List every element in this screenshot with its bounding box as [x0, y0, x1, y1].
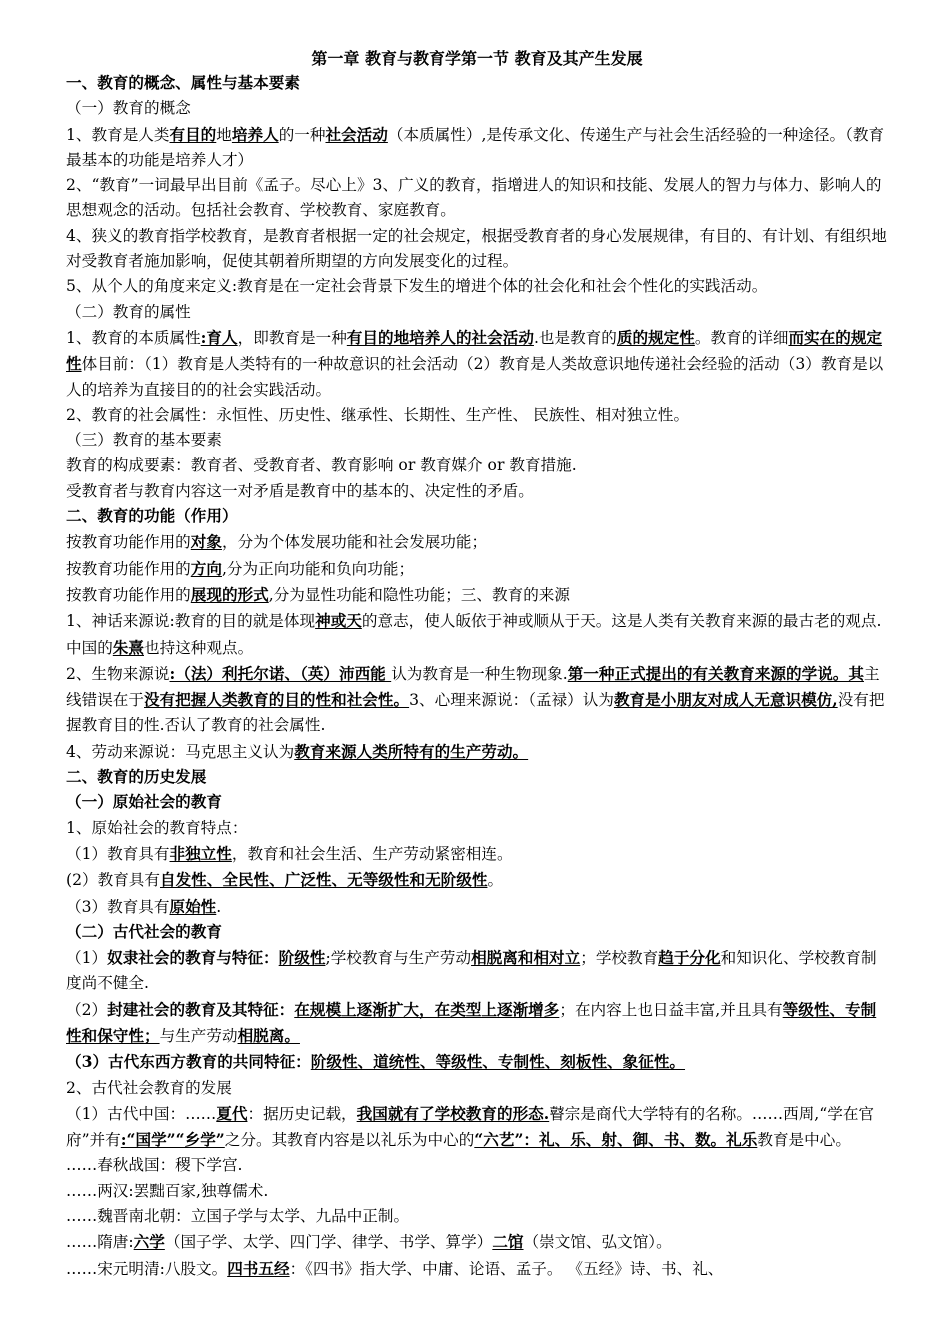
- key-term: 我国就有了学校教育的形态.: [356, 1103, 550, 1123]
- key-term: 展现的形式: [190, 584, 269, 604]
- key-term: 朱熹: [112, 637, 144, 657]
- paragraph: [66, 867, 888, 893]
- paragraph: [66, 1076, 888, 1101]
- paragraph: [66, 945, 888, 997]
- text-run: ……隋唐:: [66, 1233, 134, 1252]
- key-term: 非独立性: [169, 843, 232, 863]
- text-run: （2）: [66, 1000, 108, 1019]
- key-term: 对象: [190, 532, 222, 552]
- key-term: 相脱离和相对立: [471, 948, 581, 968]
- text-run: 1、教育的本质属性: [66, 328, 201, 347]
- key-term: 相脱离。: [237, 1025, 300, 1045]
- text-run: 的一种: [278, 125, 326, 144]
- text-run: （本质属性）,是传承文化、传递生产与社会生活经验的一种途径。（教育最基本的功能是培养人才）: [66, 125, 885, 169]
- text-run: 教育的构成要素：教育者、受教育者、教育影响 or 教育媒介 or 教育措施.: [66, 456, 577, 475]
- paragraph: [66, 1204, 888, 1229]
- key-term: 有目的地培养人的社会活动: [346, 327, 534, 347]
- bold-text: 封建社会的教育及其特征：: [107, 999, 295, 1019]
- text-run: 2、古代社会教育的发展: [66, 1078, 232, 1097]
- key-term: 没有把握人类教育的目的性和社会性。: [143, 690, 410, 710]
- text-run: 2、生物来源说: [66, 664, 170, 683]
- text-run: （三）教育的基本要素: [66, 431, 222, 450]
- text-run: 按教育功能作用的: [66, 559, 191, 578]
- section-heading: [66, 765, 888, 790]
- paragraph: [66, 841, 888, 867]
- paragraph: [66, 325, 888, 403]
- key-term: 原始性: [169, 896, 217, 916]
- text-run: 的意志，使人皈依于神或顺从于天。这是人类有关教育来源的最古老的观点.中国的: [66, 612, 882, 657]
- key-term: 在规模上逐渐扩大，在类型上逐渐增多: [294, 999, 560, 1019]
- text-run: （二）古代社会的教育: [66, 922, 222, 941]
- text-run: 受教育者与教育内容这一对矛盾是教育中的基本的、决定性的矛盾。: [66, 481, 534, 500]
- text-run: 。: [487, 871, 504, 890]
- section-heading: [66, 71, 888, 96]
- key-term: 社会活动: [325, 124, 388, 144]
- paragraph: [66, 96, 888, 121]
- text-run: ：《四书》指大学、中庸、论语、孟子。 《五经》诗、书、礼、: [289, 1259, 724, 1278]
- paragraph: [66, 300, 888, 325]
- paragraph: [66, 1049, 888, 1075]
- bold-text: （3）古代东西方教育的共同特征：: [66, 1052, 311, 1072]
- text-run: 主线错误在于: [66, 664, 880, 710]
- text-run: 没有把握教育目的性.否认了教育的社会属性.: [66, 691, 885, 735]
- key-term: 质的规定性: [616, 327, 695, 347]
- paragraph: [66, 122, 888, 174]
- text-run: （崇文馆、弘文馆）。: [523, 1233, 672, 1252]
- key-term: 阶级性: [278, 948, 326, 968]
- key-term: 趋于分化: [658, 948, 721, 968]
- text-run: 也持这种观点。: [144, 638, 254, 657]
- text-run: 瞽宗是商代大学特有的名称。……西周,“学在官府”并有: [66, 1104, 875, 1150]
- text-run: 和知识化、学校教育制度尚不健全.: [66, 949, 877, 993]
- paragraph: [66, 997, 888, 1050]
- chapter-title: 第一章 教育与教育学第一节 教育及其产生发展: [311, 49, 643, 68]
- text-run: 3、心理来源说：（孟禄）认为: [409, 691, 614, 710]
- bold-text: 奴隶社会的教育与特征：: [107, 948, 279, 968]
- text-run: ；学校教育: [580, 949, 659, 968]
- text-run: 体目前：（1）教育是人类特有的一种故意识的社会活动（2）教育是人类故意识地传递社会经验的活动（3）教育是以人的培养为直接目的的社会实践活动。: [66, 355, 884, 399]
- text-run: ，即教育是一种: [237, 328, 347, 347]
- text-run: 1、教育是人类: [66, 125, 170, 144]
- paragraph: [66, 403, 888, 428]
- text-run: 二、教育的历史发展: [66, 768, 207, 787]
- key-term: 方向: [190, 558, 222, 578]
- text-run: （一）教育的概念: [66, 99, 191, 118]
- key-term: 阶级性、道统性、等级性、专制性、刻板性、象征性。: [310, 1052, 686, 1072]
- text-run: 地: [216, 125, 232, 144]
- key-term: :育人: [200, 327, 238, 347]
- paragraph: [66, 556, 888, 582]
- key-term: 二馆: [492, 1232, 524, 1252]
- text-run: ，分为个体发展功能和社会发展功能；: [221, 533, 488, 552]
- paragraph: [66, 224, 888, 275]
- paragraph: [66, 529, 888, 555]
- text-run: 与生产劳动: [159, 1026, 238, 1045]
- paragraph: [66, 453, 888, 478]
- document-page: [66, 46, 888, 1282]
- key-term: :“国学”“乡学”: [120, 1130, 225, 1150]
- text-run: 2、“教育”一词最早出目前《孟子。尽心上》3、广义的教育，指增进人的知识和技能、发展人的智力与体力、影响人的思想观念的活动。包括社会教育、学校教育、家庭教育。: [66, 176, 882, 220]
- text-run: （一）原始社会的教育: [66, 793, 222, 812]
- key-term: 自发性、全民性、广泛性、无等级性和无阶级性: [159, 870, 488, 890]
- text-run: ：据历史记载，: [247, 1104, 357, 1123]
- text-run: 4、狭义的教育指学校教育，是教育者根据一定的社会规定，根据受教育者的身心发展规律，有目的、有计划、有组织地对受教育者施加影响，促使其朝着所期望的方向发展变化的过程。: [66, 226, 887, 271]
- key-term: 六学: [133, 1232, 165, 1252]
- key-term: 有目的: [169, 124, 217, 144]
- text-run: ……魏晋南北朝：立国子学与太学、九品中正制。: [66, 1207, 410, 1226]
- paragraph: [66, 608, 888, 661]
- text-run: （1）教育具有: [66, 844, 170, 863]
- key-term: 教育是小朋友对成人无意识模仿,: [613, 690, 838, 710]
- text-run: （3）教育具有: [66, 897, 170, 916]
- text-run: 5、从个人的角度来定义:教育是在一定社会背景下发生的增进个体的社会化和社会个性化的实践活动。: [66, 277, 768, 296]
- text-run: 2、教育的社会属性：永恒性、历史性、继承性、长期性、生产性、 民族性、相对独立性。: [66, 405, 690, 424]
- text-run: 按教育功能作用的: [66, 533, 191, 552]
- paragraph: [66, 1179, 888, 1204]
- text-run: （1）古代中国：……: [66, 1104, 217, 1123]
- section-heading: [66, 790, 888, 815]
- paragraph: [66, 274, 888, 299]
- paragraph: [66, 173, 888, 224]
- text-run: 4、劳动来源说：马克思主义认为: [66, 742, 295, 761]
- text-run: (2）教育具有: [66, 871, 160, 890]
- key-term: 四书五经: [227, 1258, 290, 1278]
- text-run: （二）教育的属性: [66, 302, 191, 321]
- text-run: ，教育和社会生活、生产劳动紧密相连。: [231, 844, 513, 863]
- paragraph: [66, 582, 888, 608]
- paragraph: [66, 1256, 888, 1282]
- text-run: ,分为显性功能和隐性功能；三、教育的来源: [268, 585, 570, 604]
- text-run: .: [216, 897, 222, 916]
- key-term: “六艺”：礼、乐、射、御、书、数。礼乐: [474, 1130, 758, 1150]
- text-run: 一、教育的概念、属性与基本要素: [66, 74, 300, 92]
- text-run: 。教育的详细: [694, 328, 789, 347]
- key-term: 夏代: [216, 1103, 248, 1123]
- paragraph: [66, 661, 888, 739]
- text-run: 1、神话来源说:教育的目的就是体现: [66, 612, 316, 631]
- key-term: 神或天: [315, 611, 362, 631]
- key-term: 培养人: [231, 124, 279, 144]
- text-run: 教育是中心。: [757, 1131, 851, 1150]
- text-run: ,分为正向功能和负向功能；: [221, 559, 415, 578]
- text-run: 按教育功能作用的: [66, 585, 191, 604]
- key-term: 第一种正式提出的有关教育来源的学说。其: [567, 663, 864, 683]
- key-term: 等级性、专制性和保守性；: [66, 999, 877, 1045]
- text-run: 认为教育是一种生物现象.: [391, 664, 568, 683]
- paragraph: [66, 816, 888, 841]
- paragraph: [66, 479, 888, 504]
- key-term: 教育来源人类所特有的生产劳动。: [294, 741, 529, 761]
- document-body: [66, 71, 888, 1282]
- paragraph: [66, 739, 888, 765]
- paragraph: [66, 1101, 888, 1154]
- text-run: ……两汉:罢黜百家,独尊儒术.: [66, 1181, 269, 1200]
- text-run: （1）: [66, 949, 108, 968]
- text-run: 二、教育的功能（作用）: [66, 507, 238, 526]
- text-run: ……宋元明清:八股文。: [66, 1259, 228, 1278]
- paragraph: [66, 894, 888, 920]
- section-heading: [66, 920, 888, 945]
- text-run: 1、原始社会的教育特点：: [66, 818, 248, 837]
- paragraph: [66, 1153, 888, 1178]
- text-run: ……春秋战国：稷下学宫.: [66, 1156, 243, 1175]
- paragraph: [66, 428, 888, 453]
- text-run: 之分。其教育内容是以礼乐为中心的: [224, 1131, 475, 1150]
- text-run: .也是教育的: [533, 328, 617, 347]
- text-run: ;学校教育与生产劳动: [325, 949, 472, 968]
- key-term: :（法）利托尔诺、（英）沛西能: [169, 663, 392, 683]
- text-run: （国子学、太学、四门学、律学、书学、算学）: [164, 1233, 493, 1252]
- key-term: 而实在的规定性: [66, 327, 883, 374]
- paragraph: [66, 1229, 888, 1255]
- section-heading: [66, 504, 888, 529]
- text-run: ；在内容上也日益丰富,并且具有: [559, 1000, 783, 1019]
